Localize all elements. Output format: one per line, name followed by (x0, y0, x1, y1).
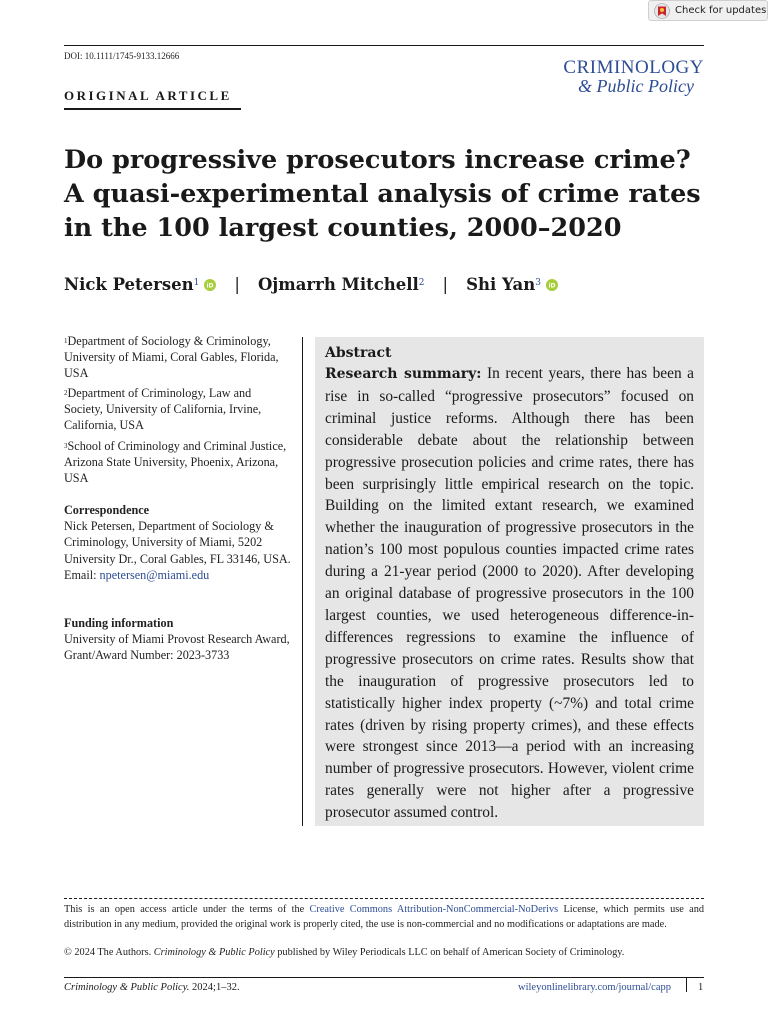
license-notice (64, 903, 704, 932)
footer-rule (64, 977, 704, 978)
page-number-divider (686, 978, 687, 992)
journal-logo (563, 58, 704, 96)
license-text-post: License, which permits use and distribution in any medium, provided the original work is properly cited, the use is non-commercial and no modifications or adaptations are made. (64, 904, 704, 930)
funding-information (64, 615, 292, 664)
abstract-body (325, 363, 694, 824)
abstract-text: In recent years, there has been a rise in so-called “progressive prosecutors” focused on criminal justice reforms. Although there has been considerable debate about the relationship between progressive prosecution policies and crime rates, there has been surprisingly little empirical research on the topic. Building on the limited extant research, we examined whether the inauguration of progressive prosecutors in the nation’s 100 most populous counties impacted crime rates during a 21-year period (2000 to 2020). After developing an original database of progressive prosecutors in the 100 largest counties, we used heterogeneous difference-in-differences regressions to examine the influence of progressive prosecutors on crime rates. Results show that the inauguration of progressive prosecutors led to statistically higher index property (~7%) and total crime rates (driven by rising property crimes), and these effects were strongest since 2013—a period with an increasing number of progressive prosecutors. However, violent crime rates generally were not higher after a progressive prosecutor assumed control. (325, 365, 694, 822)
copyright-journal: Criminology & Public Policy (153, 947, 275, 958)
affiliation-text: Department of Criminology, Law and Society, University of California, Irvine, California, USA (64, 386, 262, 433)
article-type: ORIGINAL ARTICLE (64, 88, 232, 103)
svg-text:iD: iD (548, 281, 556, 289)
doi: DOI: 10.1111/1745-9133.12666 (64, 51, 180, 61)
license-text-pre: This is an open access article under the terms of the (64, 904, 305, 915)
research-summary-label: Research summary: (325, 366, 482, 382)
author-affiliation-marker: 2 (418, 277, 425, 288)
correspondence (64, 502, 292, 583)
copyright-post: published by Wiley Periodicals LLC on behalf of American Society of Criminology. (277, 947, 625, 958)
author-name[interactable]: Shi Yan (466, 275, 536, 294)
author-name[interactable]: Ojmarrh Mitchell (257, 275, 419, 294)
author-affiliation-marker: 1 (193, 277, 200, 288)
check-for-updates-button[interactable] (648, 0, 768, 21)
author-affiliation-marker: 3 (535, 277, 541, 288)
author-name[interactable]: Nick Petersen (64, 275, 194, 294)
affiliation-marker: 1 (64, 337, 68, 345)
journal-url-link[interactable]: wileyonlinelibrary.com/journal/capp (518, 982, 671, 993)
abstract-heading: Abstract (325, 345, 392, 361)
funding-heading: Funding information (64, 616, 174, 630)
copyright-notice (64, 947, 624, 958)
citation-details: 2024;1–32. (192, 982, 240, 993)
abstract-box (315, 337, 704, 826)
journal-logo-line1: CRIMINOLOGY (563, 57, 704, 78)
author-separator: | (442, 275, 449, 294)
license-link[interactable]: Creative Commons Attribution-NonCommercial-NoDerivs (309, 904, 559, 915)
affiliation-text: School of Criminology and Criminal Justice, Arizona State University, Phoenix, Arizona, USA (64, 439, 287, 486)
svg-text:iD: iD (206, 281, 214, 289)
copyright-pre: © 2024 The Authors. (64, 947, 152, 958)
article-type-rule (64, 108, 241, 110)
affiliation-marker: 3 (64, 442, 68, 450)
affiliation (64, 333, 292, 382)
citation (64, 982, 240, 993)
affiliation (64, 385, 292, 434)
column-divider (302, 337, 303, 826)
check-updates-icon (654, 3, 670, 19)
correspondence-text: Nick Petersen, Department of Sociology & Criminology, University of Miami, 5202 University Dr., Coral Gables, FL 33146, USA. (64, 519, 291, 566)
email-label: Email: (64, 567, 97, 582)
funding-text: University of Miami Provost Research Award, Grant/Award Number: 2023-3733 (64, 632, 290, 663)
header-rule (64, 45, 704, 46)
affiliation-text: Department of Sociology & Criminology, University of Miami, Coral Gables, Florida, USA (64, 334, 279, 381)
footer-dashed-rule (64, 898, 704, 899)
author-list (64, 275, 558, 294)
check-updates-label: Check for updates (675, 5, 767, 16)
affiliation (64, 438, 292, 487)
orcid-icon[interactable] (204, 279, 216, 291)
author-separator: | (234, 275, 240, 294)
correspondence-heading: Correspondence (64, 503, 150, 517)
orcid-icon[interactable] (546, 279, 558, 291)
citation-journal: Criminology & Public Policy. (64, 982, 190, 993)
email-link[interactable]: npetersen@miami.edu (99, 567, 210, 582)
page-number: 1 (698, 982, 704, 993)
journal-logo-line2: & Public Policy (578, 76, 694, 96)
article-title: Do progressive prosecutors increase crime? A quasi-experimental analysis of crime rates in the 100 largest counties, 2000–2020 (64, 145, 701, 243)
affiliation-marker: 2 (64, 389, 68, 397)
